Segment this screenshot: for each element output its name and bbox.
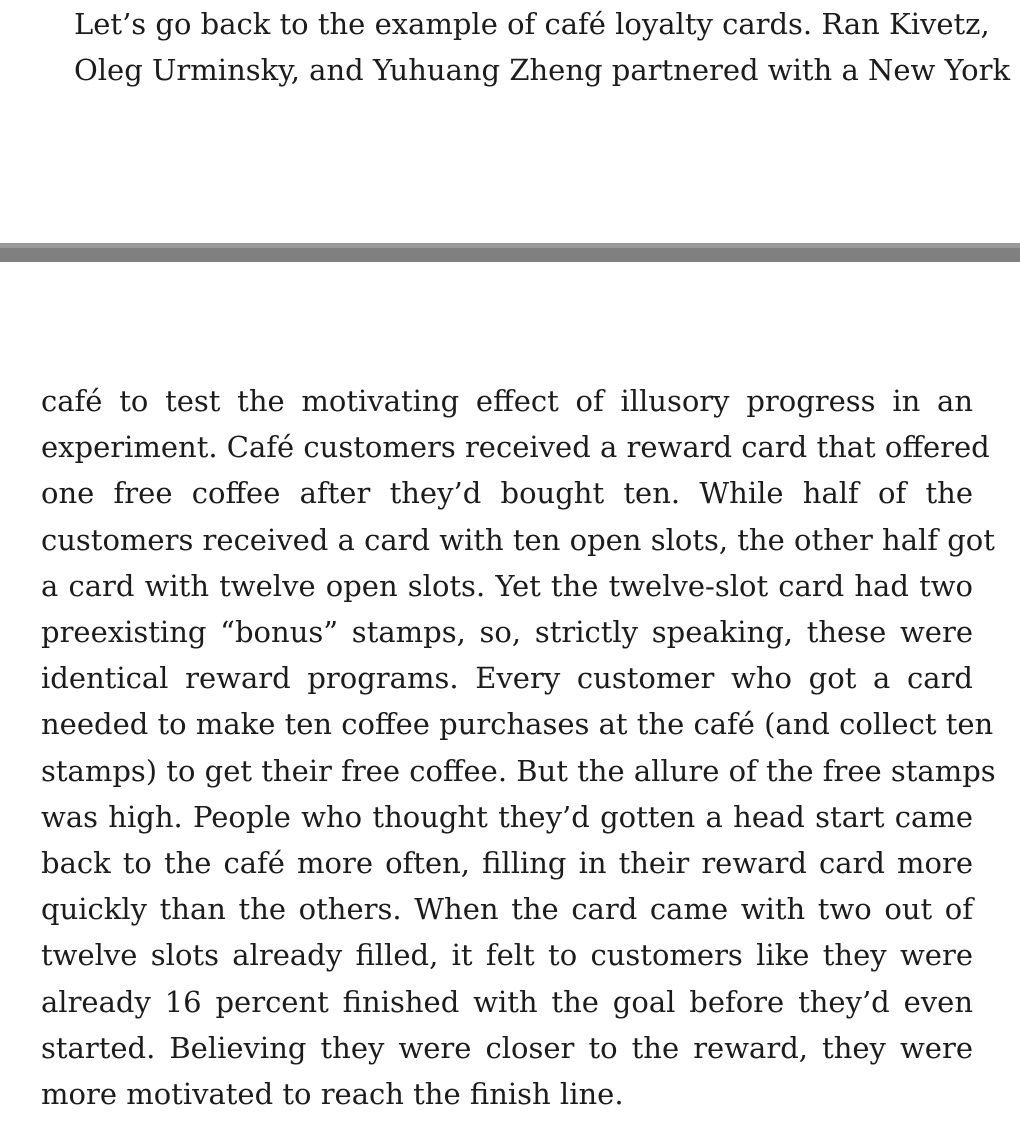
text-line: customers received a card with ten open slots, the other half got — [41, 522, 995, 557]
text-line: already 16 percent finished with the goal before they’d even — [41, 984, 973, 1019]
text-line: stamps) to get their free coffee. But the allure of the free stamps — [41, 753, 996, 788]
text-line: twelve slots already filled, it felt to customers like they were — [41, 938, 973, 973]
top-paragraph — [41, 1, 1011, 93]
bottom-paragraph — [41, 378, 996, 1117]
text-line: was high. People who thought they’d gotten a head start came — [41, 799, 973, 834]
text-line: started. Believing they were closer to the reward, they were — [41, 1030, 973, 1065]
text-line: one free coffee after they’d bought ten. While half of the — [41, 476, 973, 511]
page-top-section — [0, 0, 1020, 243]
text-line: more motivated to reach the finish line. — [41, 1077, 624, 1112]
text-line: needed to make ten coffee purchases at the café (and collect ten — [41, 707, 994, 742]
page-divider — [0, 243, 1020, 262]
text-line: identical reward programs. Every customer who got a card — [41, 661, 973, 696]
text-line: Let’s go back to the example of café loyalty cards. Ran Kivetz, — [74, 7, 990, 41]
text-line: experiment. Café customers received a reward card that offered — [41, 430, 990, 465]
text-line: preexisting “bonus” stamps, so, strictly speaking, these were — [41, 615, 973, 650]
text-line: Oleg Urminsky, and Yuhuang Zheng partnered with a New York — [74, 53, 1011, 88]
text-line: café to test the motivating effect of illusory progress in an — [41, 384, 973, 418]
text-line: a card with twelve open slots. Yet the twelve-slot card had two — [41, 568, 973, 603]
text-line: back to the café more often, filling in their reward card more — [41, 846, 973, 881]
text-line: quickly than the others. When the card came with two out of — [41, 892, 973, 927]
